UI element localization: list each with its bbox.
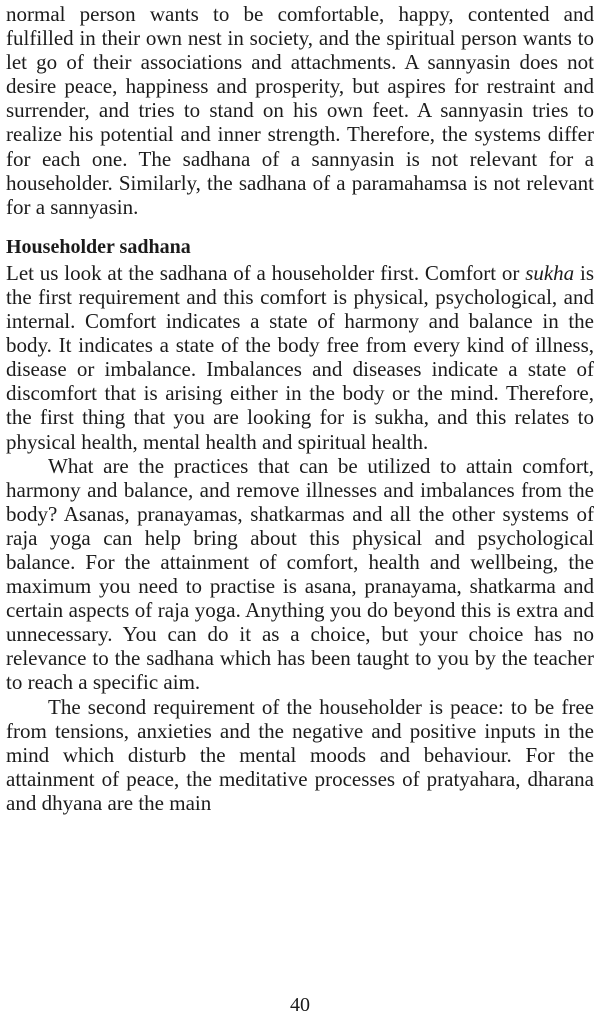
paragraph-text-end: is the first requirement and this comfort is physical, psychological, and internal. Comfort indicates a state of harmony and balance in the body. It indicates a state of the body free from every kind of illness, disease or imbalance. Imbalances and diseases indicate a state of discomfort that is arising either in the body or the mind. Therefore, the first thing that you are looking for is sukha, and this relates to physical health, mental health and spiritual health. [6, 260, 594, 454]
paragraph-continued: normal person wants to be comfortable, happy, contented and fulfilled in their own nest in society, and the spiritual person wants to let go of their associations and attachments. A sannyasin does not desire peace, happiness and prosperity, but aspires for restraint and surrender, and tries to stand on his own feet. A sannyasin tries to realize his potential and inner strength. Therefore, the systems differ for each one. The sadhana of a sannyasin is not relevant for a householder. Similarly, the sadhana of a paramahamsa is not relevant for a sannyasin. [6, 2, 594, 219]
book-page [6, 2, 594, 815]
page-number: 40 [290, 994, 310, 1016]
paragraph-peace: The second requirement of the householder is peace: to be free from tensions, anxieties and the negative and positive inputs in the mind which disturb the mental moods and behaviour. For the attainment of peace, the meditative processes of pratyahara, dharana and dhyana are the main [6, 694, 594, 815]
section-heading: Householder sadhana [6, 235, 191, 258]
paragraph-practices: What are the practices that can be utilized to attain comfort, harmony and balance, and remove illnesses and imbalances from the body? Asanas, pranayamas, shatkarmas and all the other systems of raja yoga can help bring about this physical and psychological balance. For the attainment of comfort, health and wellbeing, the maximum you need to practise is asana, pranayama, shatkarma and certain aspects of raja yoga. Anything you do beyond this is extra and unnecessary. You can do it as a choice, but your choice has no relevance to the sadhana which has been taught to you by the teacher to reach a specific aim. [6, 453, 594, 695]
paragraph-householder-intro [6, 261, 594, 454]
italic-term-sukha: sukha [525, 260, 575, 285]
paragraph-text-start: Let us look at the sadhana of a householder first. Comfort or [6, 260, 526, 285]
